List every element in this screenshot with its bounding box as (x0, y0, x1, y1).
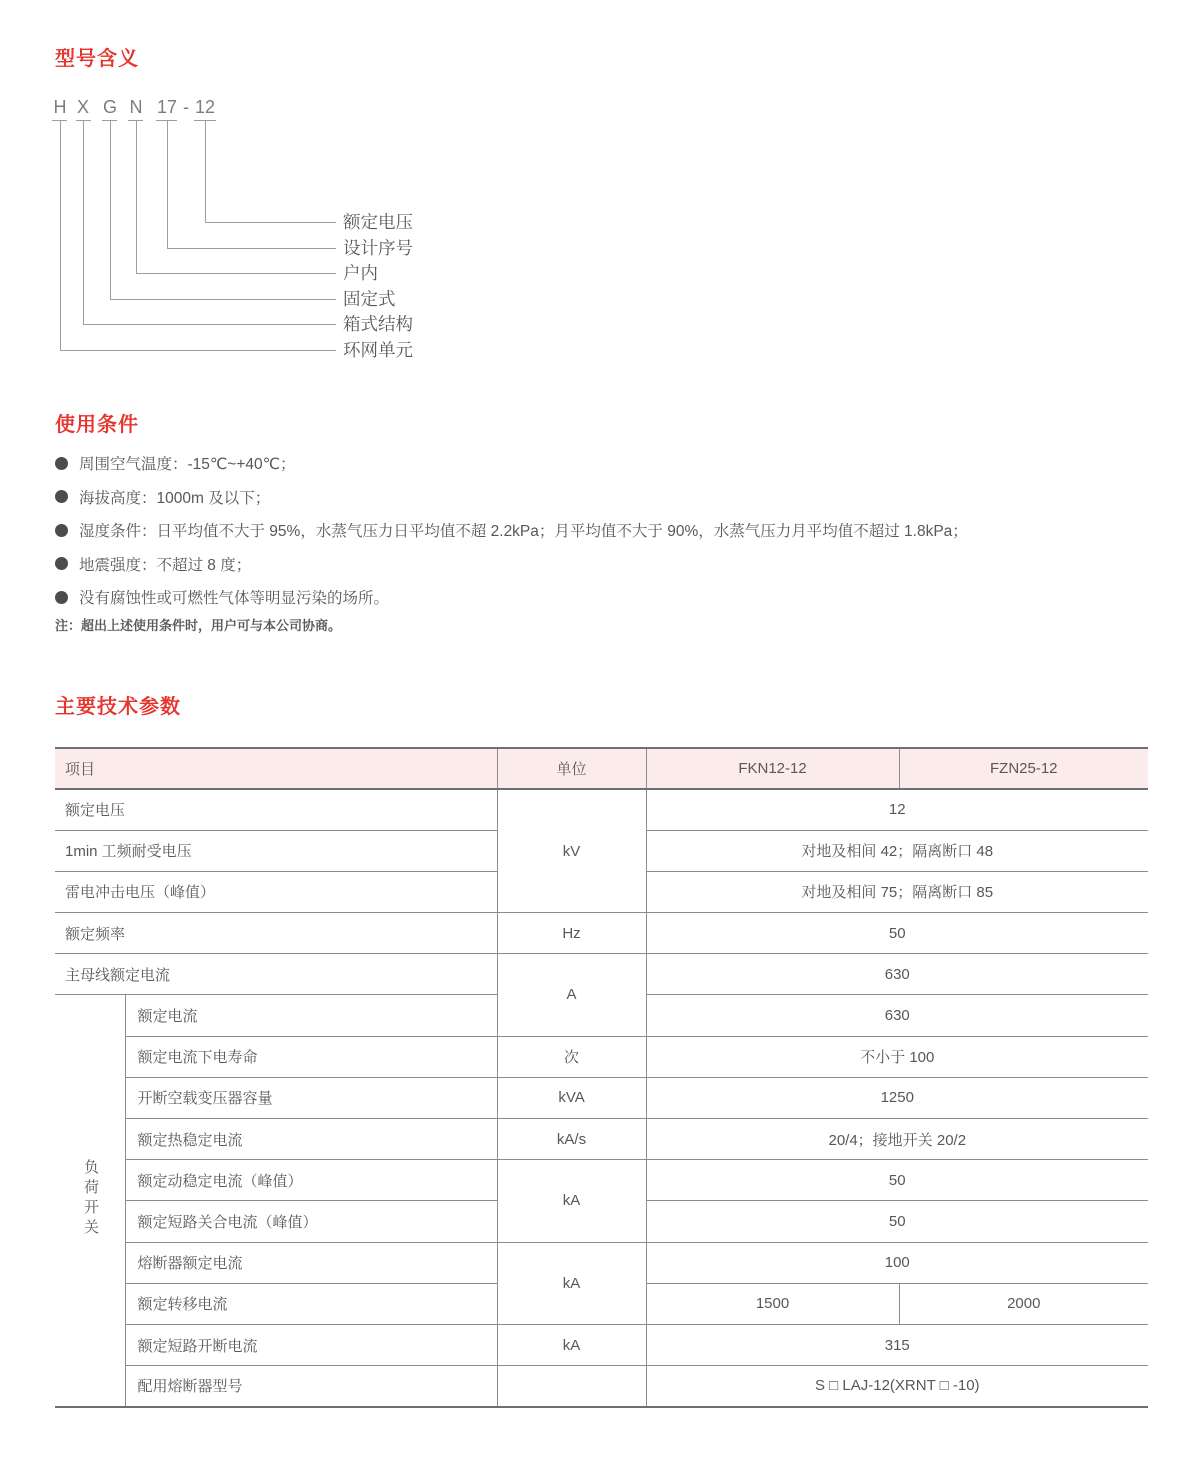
param-name-cell: 熔断器额定电流 (125, 1242, 497, 1283)
bullet-icon (55, 557, 68, 570)
connector-label: 额定电压 (343, 212, 413, 232)
load-switch-group-label: 负荷开关 (82, 1158, 99, 1239)
param-name-cell: 开断空载变压器容量 (125, 1077, 497, 1118)
unit-cell: kA (497, 1160, 646, 1242)
param-name-cell: 配用熔断器型号 (125, 1366, 497, 1407)
param-name-cell: 额定动稳定电流（峰值） (125, 1160, 497, 1201)
condition-item (55, 586, 1165, 608)
bullet-icon (55, 524, 68, 537)
table-row (55, 1119, 1148, 1160)
value-cell: 50 (646, 1160, 1148, 1201)
table-row (55, 1366, 1148, 1407)
value-cell: 20/4；接地开关 20/2 (646, 1119, 1148, 1160)
model-code-number: 12 (194, 97, 216, 117)
condition-text: 周围空气温度：-15℃~+40℃； (79, 456, 296, 473)
connector-line (60, 121, 336, 351)
model-code-letter: G (102, 97, 117, 117)
condition-item (55, 452, 1165, 474)
bullet-icon (55, 490, 68, 503)
model-code-dash: - (183, 97, 189, 117)
value-cell: 315 (646, 1324, 1148, 1365)
table-row (55, 789, 1148, 830)
unit-cell: kA (497, 1242, 646, 1324)
model-code-number: 17 (156, 97, 178, 117)
table-row (55, 1160, 1148, 1201)
connector-label: 固定式 (343, 289, 396, 309)
connector-label: 箱式结构 (343, 314, 413, 334)
param-name-cell: 额定短路关合电流（峰值） (125, 1201, 497, 1242)
value-cell: 对地及相间 75；隔离断口 85 (646, 871, 1148, 912)
value-cell: 1250 (646, 1077, 1148, 1118)
table-row (55, 1036, 1148, 1077)
unit-cell: 次 (497, 1036, 646, 1077)
model-code-letter: H (53, 97, 67, 117)
condition-text: 没有腐蚀性或可燃性气体等明显污染的场所。 (79, 590, 390, 607)
section-title-model-meaning: 型号含义 (55, 48, 139, 70)
param-name-cell: 主母线额定电流 (55, 954, 497, 995)
value-cell: 100 (646, 1242, 1148, 1283)
param-name-cell: 雷电冲击电压（峰值） (55, 871, 497, 912)
connector-label: 设计序号 (343, 238, 413, 258)
param-name-cell: 额定频率 (55, 913, 497, 954)
value-cell-fkn12: 1500 (646, 1283, 899, 1324)
value-cell: 50 (646, 913, 1148, 954)
usage-note: 注：超出上述使用条件时，用户可与本公司协商。 (55, 618, 342, 633)
unit-cell (497, 1366, 646, 1407)
value-cell-fzn25: 2000 (899, 1283, 1148, 1324)
bullet-icon (55, 457, 68, 470)
unit-cell: A (497, 954, 646, 1036)
col-header-model-fkn12: FKN12-12 (646, 748, 899, 789)
value-cell: 630 (646, 995, 1148, 1036)
section-title-usage-conditions: 使用条件 (55, 414, 139, 436)
table-header-row (55, 748, 1148, 789)
condition-item (55, 519, 1165, 541)
col-header-item: 项目 (55, 748, 497, 789)
table-row (55, 1077, 1148, 1118)
param-name-cell: 额定热稳定电流 (125, 1119, 497, 1160)
param-name-cell: 1min 工频耐受电压 (55, 830, 497, 871)
value-cell: 对地及相间 42；隔离断口 48 (646, 830, 1148, 871)
table-row (55, 954, 1148, 995)
table-row (55, 1242, 1148, 1283)
param-name-cell: 额定转移电流 (125, 1283, 497, 1324)
table-row (55, 1324, 1148, 1365)
connector-label: 户内 (343, 263, 378, 283)
unit-cell: kVA (497, 1077, 646, 1118)
load-switch-group-cell (55, 995, 125, 1407)
value-cell: 不小于 100 (646, 1036, 1148, 1077)
condition-text: 湿度条件：日平均值不大于 95%，水蒸气压力日平均值不超 2.2kPa；月平均值不大于 90%，水蒸气压力月平均值不超过 1.8kPa； (79, 523, 968, 540)
param-name-cell: 额定短路开断电流 (125, 1324, 497, 1365)
section-title-main-parameters: 主要技术参数 (55, 696, 181, 718)
value-cell: S □ LAJ-12(XRNT □ -10) (646, 1366, 1148, 1407)
param-name-cell: 额定电流下电寿命 (125, 1036, 497, 1077)
condition-text: 海拔高度：1000m 及以下； (79, 489, 271, 507)
col-header-model-fzn25: FZN25-12 (899, 748, 1148, 789)
connector-label: 环网单元 (343, 340, 413, 360)
bullet-icon (55, 591, 68, 604)
model-code-letter: X (76, 97, 89, 117)
unit-cell: kA (497, 1324, 646, 1365)
value-cell: 50 (646, 1201, 1148, 1242)
parameters-table (55, 747, 1148, 1408)
model-code-letter: N (129, 97, 143, 117)
condition-text: 地震强度：不超过 8 度； (79, 556, 252, 574)
conditions-list (55, 452, 1165, 620)
unit-cell: Hz (497, 913, 646, 954)
param-name-cell: 额定电压 (55, 789, 497, 830)
unit-cell: kV (497, 789, 646, 913)
value-cell: 12 (646, 789, 1148, 830)
param-name-cell: 额定电流 (125, 995, 497, 1036)
value-cell: 630 (646, 954, 1148, 995)
condition-item (55, 553, 1165, 575)
condition-item (55, 486, 1165, 508)
table-row (55, 913, 1148, 954)
col-header-unit: 单位 (497, 748, 646, 789)
unit-cell: kA/s (497, 1119, 646, 1160)
